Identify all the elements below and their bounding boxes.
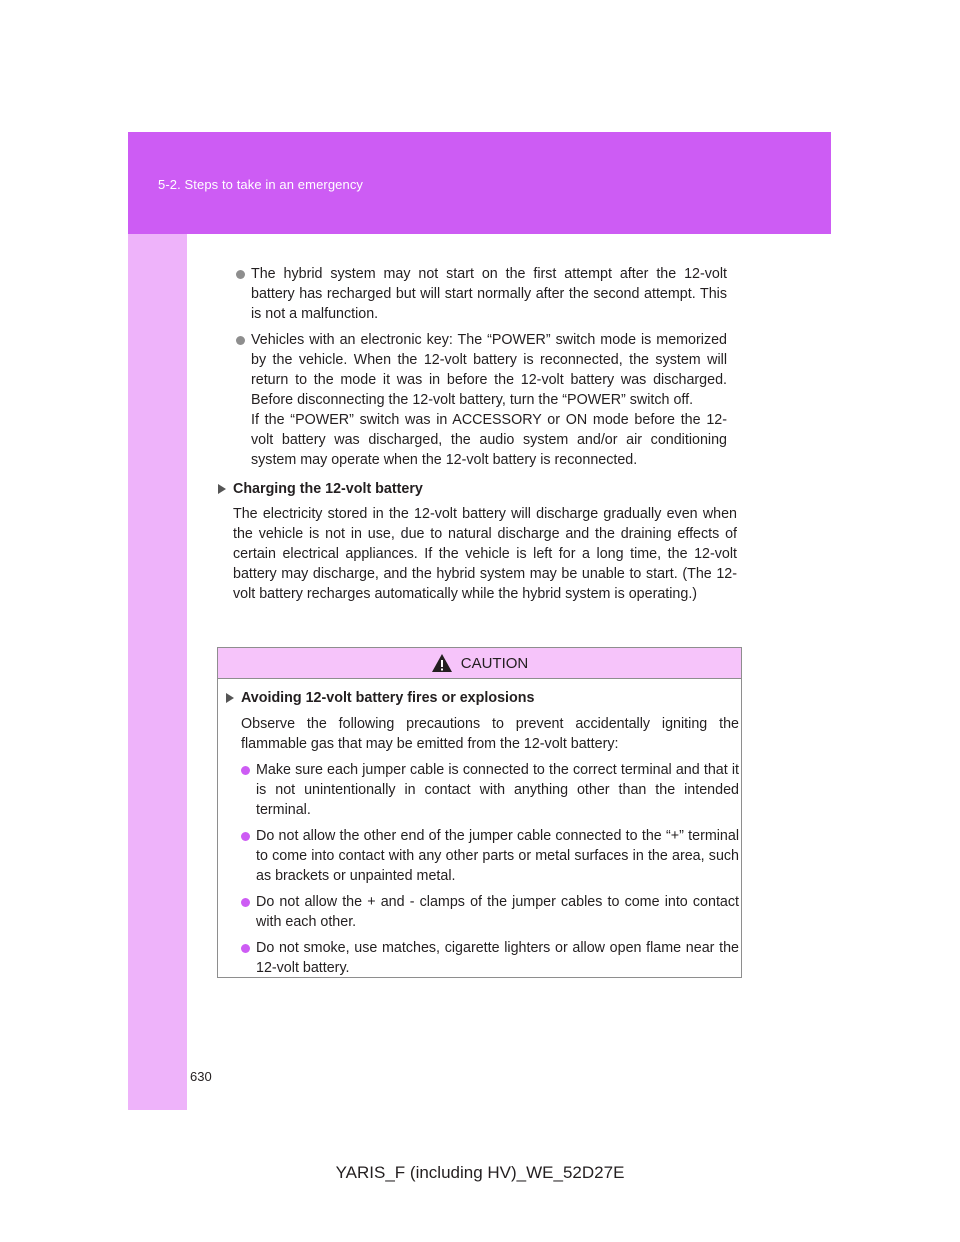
bullet-dot-icon: [241, 832, 250, 841]
caution-item: Do not smoke, use matches, cigarette lighters or allow open flame near the 12-volt battery.: [241, 938, 739, 978]
caution-label: CAUTION: [460, 654, 529, 672]
heading-marker-icon: [218, 484, 226, 494]
bullet-item: Vehicles with an electronic key: The “POWER” switch mode is memorized by the vehicle. When the 12-volt battery is reconnected, the system will return to the mode it was in before the 12-volt battery was discharged. Before disconnecting the 12-volt battery, turn the “POWER” switch off. If the “POWER” switch was in ACCESSORY or ON mode before the 12-volt battery was discharged, the audio system and/or air conditioning system may operate when the 12-volt battery is reconnected.: [236, 330, 727, 470]
bullet-dot-icon: [241, 898, 250, 907]
caution-heading: Avoiding 12-volt battery fires or explosions: [226, 688, 739, 708]
caution-body: [226, 688, 739, 978]
bullet-item: The hybrid system may not start on the first attempt after the 12-volt battery has recharged but will start normally after the second attempt. This is not a malfunction.: [236, 264, 727, 324]
heading-marker-icon: [226, 693, 234, 703]
charging-heading: Charging the 12-volt battery: [218, 479, 737, 499]
caution-item: Make sure each jumper cable is connected to the correct terminal and that it is not unintentionally in contact with anything other than the intended terminal.: [241, 760, 739, 820]
caution-header: [218, 648, 741, 679]
charging-paragraph: The electricity stored in the 12-volt battery will discharge gradually even when the vehicle is not in use, due to natural discharge and the draining effects of certain electrical appliances. If the vehicle is left for a long time, the 12-volt battery may discharge, and the hybrid system may be unable to start. (The 12-volt battery recharges automatically while the hybrid system is operating.): [233, 506, 737, 602]
warning-icon: [431, 653, 453, 673]
charging-section: [218, 479, 737, 604]
caution-intro: Observe the following precautions to prevent accidentally igniting the flammable gas that may be emitted from the 12-volt battery:: [241, 716, 739, 752]
bullet-dot-icon: [241, 944, 250, 953]
bullet-dot-icon: [236, 270, 245, 279]
bullet-dot-icon: [241, 766, 250, 775]
caution-box: [217, 647, 742, 978]
side-band: [128, 234, 187, 1110]
caution-item: Do not allow the + and - clamps of the jumper cables to come into contact with each other.: [241, 892, 739, 932]
section-title: 5-2. Steps to take in an emergency: [158, 177, 364, 192]
bullet-dot-icon: [236, 336, 245, 345]
page-number: 630: [190, 1069, 212, 1084]
footer-code: YARIS_F (including HV)_WE_52D27E: [335, 1163, 625, 1182]
caution-item: Do not allow the other end of the jumper cable connected to the “+” terminal to come into contact with any other parts or metal surfaces in the area, such as brackets or unpainted metal.: [241, 826, 739, 886]
body-text: [236, 264, 727, 470]
